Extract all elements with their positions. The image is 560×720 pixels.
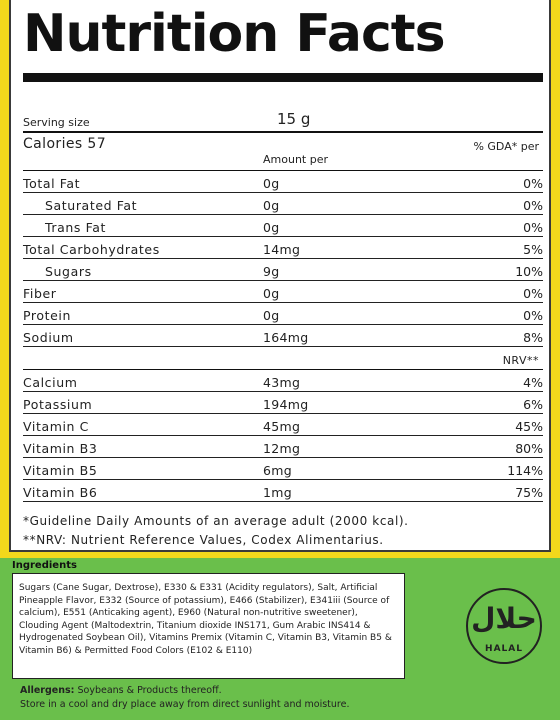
nutrient-amount: 14mg [263, 242, 301, 257]
serving-size-value: 15 g [277, 110, 311, 128]
nutrient-name: Vitamin B5 [23, 463, 98, 478]
nutrient-percent: 114% [507, 463, 543, 478]
nutrient-percent: 0% [523, 176, 543, 191]
table-row [23, 193, 543, 215]
nutrient-name: Vitamin C [23, 419, 89, 434]
nutrient-amount: 0g [263, 198, 280, 213]
table-row [23, 259, 543, 281]
nutrition-facts-panel [9, 0, 551, 552]
halal-arabic-text: حلال [471, 602, 537, 635]
nutrient-name: Sodium [23, 330, 74, 345]
table-row [23, 281, 543, 303]
gda-footnote: *Guideline Daily Amounts of an average adult (2000 kcal). [23, 514, 409, 528]
divider [23, 131, 543, 133]
nutrient-amount: 0g [263, 176, 280, 191]
calories-label: Calories 57 [23, 136, 107, 152]
allergens-line [20, 685, 222, 696]
nutrient-name: Trans Fat [45, 220, 107, 235]
gda-header: % GDA* per [473, 140, 539, 153]
halal-seal [466, 588, 542, 664]
halal-english-text: HALAL [485, 644, 523, 654]
nutrient-amount: 0g [263, 286, 280, 301]
nutrient-amount: 0g [263, 308, 280, 323]
table-row [23, 480, 543, 502]
table-row [23, 458, 543, 480]
nutrient-amount: 12mg [263, 441, 301, 456]
nutrient-amount: 6mg [263, 463, 292, 478]
nutrient-amount: 1mg [263, 485, 292, 500]
thick-divider [23, 73, 543, 82]
nutrient-percent: 0% [523, 220, 543, 235]
table-row [23, 171, 543, 193]
ingredients-title: Ingredients [12, 560, 77, 571]
table-row [23, 215, 543, 237]
nutrient-percent: 0% [523, 308, 543, 323]
nutrient-amount: 43mg [263, 375, 301, 390]
nutrient-amount: 194mg [263, 397, 309, 412]
serving-size-label: Serving size [23, 116, 90, 129]
nutrient-percent: 4% [523, 375, 543, 390]
nutrient-percent: 0% [523, 198, 543, 213]
table-row [23, 325, 543, 347]
amount-per-header: Amount per [263, 153, 328, 166]
ingredients-box [12, 573, 405, 679]
table-row [23, 237, 543, 259]
nutrient-name: Vitamin B3 [23, 441, 98, 456]
nutrient-name: Calcium [23, 375, 78, 390]
row-divider [23, 346, 543, 347]
nutrient-name: Fiber [23, 286, 57, 301]
nutrient-percent: 80% [515, 441, 543, 456]
nutrient-percent: 8% [523, 330, 543, 345]
storage-instructions: Store in a cool and dry place away from direct sunlight and moisture. [20, 699, 350, 710]
allergens-label: Allergens: [20, 685, 75, 696]
nutrient-amount: 45mg [263, 419, 301, 434]
nutrient-percent: 5% [523, 242, 543, 257]
table-row [23, 303, 543, 325]
nutrient-name: Sugars [45, 264, 92, 279]
table-row [23, 370, 543, 392]
nutrient-percent: 10% [515, 264, 543, 279]
nutrient-percent: 0% [523, 286, 543, 301]
table-row [23, 414, 543, 436]
nutrient-name: Protein [23, 308, 72, 323]
row-divider [23, 501, 543, 502]
nrv-footnote: **NRV: Nutrient Reference Values, Codex Alimentarius. [23, 533, 384, 547]
nrv-header: NRV** [502, 354, 539, 367]
nutrient-name: Total Carbohydrates [23, 242, 160, 257]
nutrient-amount: 9g [263, 264, 280, 279]
nutrient-name: Potassium [23, 397, 93, 412]
allergens-text: Soybeans & Products thereoff. [77, 685, 222, 696]
nutrient-amount: 164mg [263, 330, 309, 345]
nutrient-percent: 45% [515, 419, 543, 434]
nutrient-percent: 6% [523, 397, 543, 412]
table-row [23, 392, 543, 414]
ingredients-text: Sugars (Cane Sugar, Dextrose), E330 & E331 (Acidity regulators), Salt, Artificial Pineapple Flavor, E332 (Source of potassium), E466 (Stabilizer), E341iii (Source of calcium), E551 (Anticaking agent), E960 (Natural non-nutritive sweetener), Clouding Agent (Maltodextrin, Titanium dioxide INS171, Gum Arabic INS414 & Hydrogenated Soybean Oil), Vitamins Premix (Vitamin C, Vitamin B3, Vitamin B5 & Vitamin B6) & Permitted Food Colors (E102 & E110) [19, 583, 392, 656]
nutrient-name: Total Fat [23, 176, 81, 191]
table-row [23, 436, 543, 458]
page-title: Nutrition Facts [23, 4, 445, 64]
nutrient-name: Vitamin B6 [23, 485, 98, 500]
nutrient-name: Saturated Fat [45, 198, 138, 213]
nutrient-amount: 0g [263, 220, 280, 235]
nutrient-percent: 75% [515, 485, 543, 500]
